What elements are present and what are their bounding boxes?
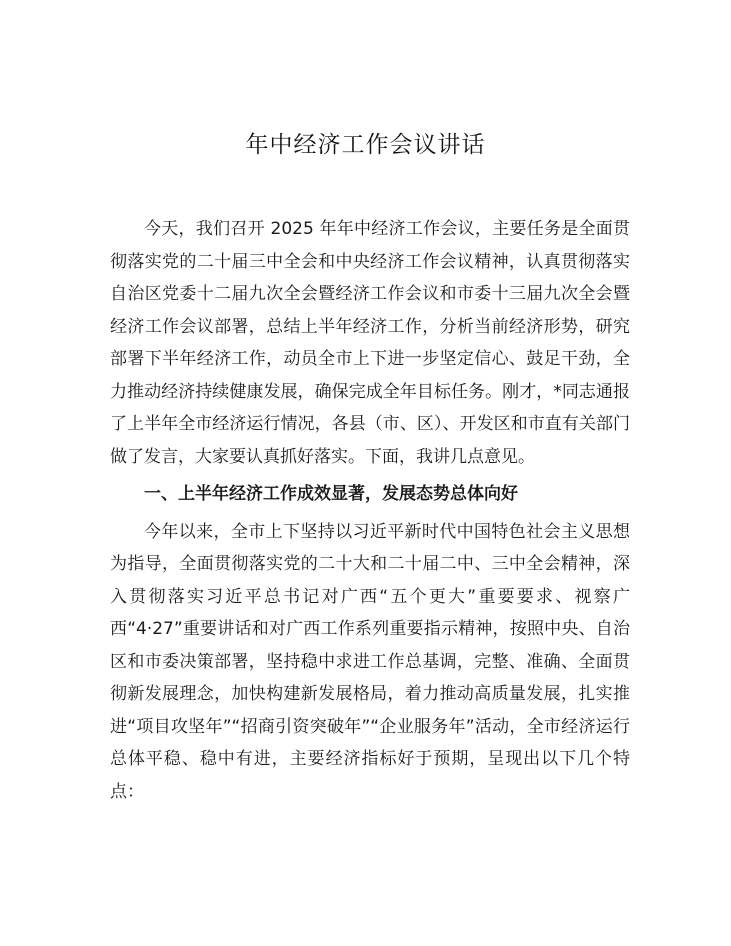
section-paragraph: 今年以来，全市上下坚持以习近平新时代中国特色社会主义思想为指导，全面贯彻落实党的二十大和二十届二中、三中全会精神，深入贯彻落实习近平总书记对广西“五个更大”重要要求、视察广西“4·27”重要讲话和对广西工作系列重要指示精神，按照中央、自治区和市委决策部署，坚持稳中求进工作总基调，完整、准确、全面贯彻新发展理念，加快构建新发展格局，着力推动高质量发展，扎实推进“项目攻坚年”“招商引资突破年”“企业服务年”活动，全市经济运行总体平稳、稳中有进，主要经济指标好于预期，呈现出以下几个特点： [110, 521, 630, 802]
document-title: 年中经济工作会议讲话 [245, 132, 486, 158]
section-heading: 一、上半年经济工作成效显著，发展态势总体向好 [144, 484, 518, 504]
intro-paragraph: 今天，我们召开 2025 年年中经济工作会议，主要任务是全面贯彻落实党的二十届三中全会和中央经济工作会议精神，认真贯彻落实自治区党委十二届九次全会暨经济工作会议和市委十三届九次全会暨经济工作会议部署，总结上半年经济工作，分析当前经济形势，研究部署下半年经济工作，动员全市上下进一步坚定信心、鼓足干劲，全力推动经济持续健康发展，确保完成全年目标任务。刚才，*同志通报了上半年全市经济运行情况，各县（市、区）、开发区和市直有关部门做了发言，大家要认真抓好落实。下面，我讲几点意见。 [110, 219, 630, 467]
document-body [110, 213, 630, 813]
